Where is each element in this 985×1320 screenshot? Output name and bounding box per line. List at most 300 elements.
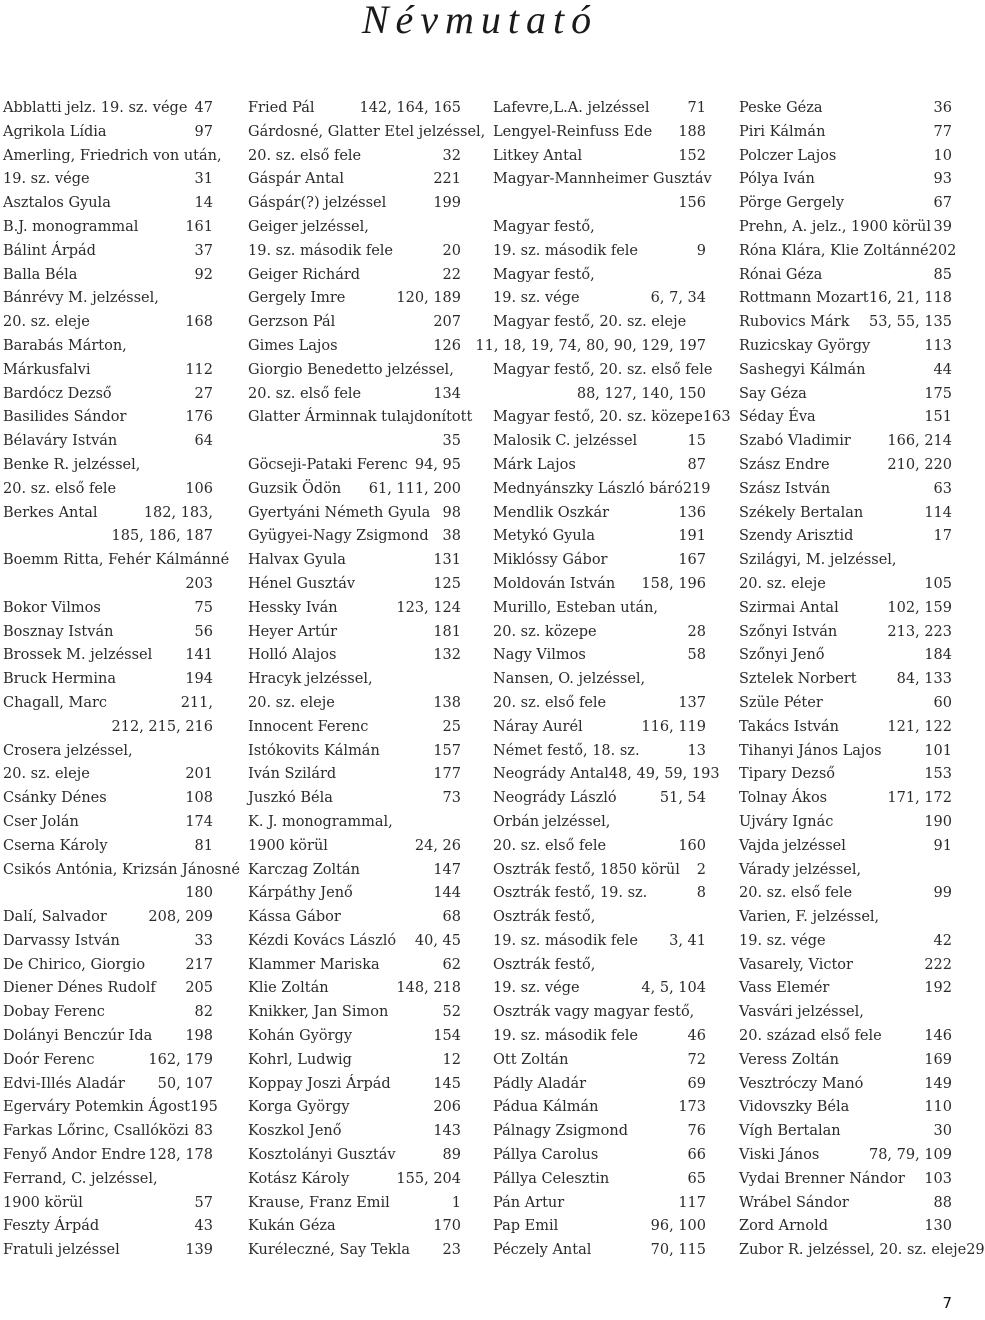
entry-name: Szőnyi Jenő: [739, 647, 825, 664]
entry-name: Cserna Károly: [3, 837, 108, 854]
entry-name: Dobay Ferenc: [3, 1004, 105, 1021]
index-entry: [248, 716, 461, 740]
entry-name: Kukán Géza: [248, 1218, 336, 1235]
entry-pages: 219: [682, 480, 711, 497]
entry-pages: 117: [678, 1194, 706, 1211]
index-entry: [248, 1001, 461, 1025]
index-entry: [739, 192, 952, 216]
index-entry: [739, 835, 952, 859]
entry-name: 19. sz. második fele: [493, 1028, 639, 1045]
index-entry: [493, 1168, 706, 1192]
entry-name: Csikós Antónia, Krizsán Jánosné: [3, 861, 240, 878]
entry-name: Náray Aurél: [493, 718, 583, 735]
index-entry: [248, 1025, 461, 1049]
entry-pages: 210, 220: [887, 456, 952, 473]
entry-name: Zubor R. jelzéssel, 20. sz. eleje: [739, 1242, 967, 1259]
entry-pages: 52: [442, 1004, 461, 1021]
index-entry: [739, 811, 952, 835]
entry-pages: 146: [924, 1028, 952, 1045]
entry-name: Rónai Géza: [739, 266, 823, 283]
index-entry: [493, 1120, 706, 1144]
entry-pages: 65: [687, 1170, 706, 1187]
index-entry: [493, 668, 706, 692]
entry-name: Hessky Iván: [248, 599, 338, 616]
entry-name: Magyar-Mannheimer Gusztáv: [493, 171, 712, 188]
index-column-1: [3, 97, 240, 1263]
entry-name: Sztelek Norbert: [739, 671, 857, 688]
entry-name: Pap Emil: [493, 1218, 559, 1235]
index-entry: [739, 264, 952, 288]
index-entry: [739, 1073, 952, 1097]
index-entry: [493, 192, 706, 216]
entry-name: Pádly Aladár: [493, 1075, 587, 1092]
entry-name: Geiger Richárd: [248, 266, 361, 283]
entry-name: Osztrák festő,: [493, 909, 596, 926]
index-entry: [739, 1144, 952, 1168]
index-entry: [739, 1215, 952, 1239]
entry-pages: 195: [190, 1099, 218, 1116]
entry-name: Kássa Gábor: [248, 909, 341, 926]
index-entry: [248, 1192, 461, 1216]
entry-pages: 158, 196: [641, 575, 706, 592]
entry-pages: 14: [194, 195, 213, 212]
entry-pages: 56: [194, 623, 213, 640]
index-entry: [248, 145, 461, 169]
index-entry: [248, 1049, 461, 1073]
index-entry: [739, 906, 952, 930]
index-entry: [3, 168, 213, 192]
entry-name: Bokor Vilmos: [3, 599, 101, 616]
entry-pages: 101: [924, 742, 952, 759]
index-entry: [248, 406, 473, 430]
index-entry: [739, 692, 952, 716]
entry-name: 19. sz. második fele: [493, 932, 639, 949]
index-entry: [3, 478, 213, 502]
entry-pages: 68: [442, 909, 461, 926]
entry-name: Fenyő Andor Endre: [3, 1147, 146, 1164]
entry-name: Magyar festő, 20. sz. első fele: [493, 361, 713, 378]
index-entry: [739, 1239, 985, 1263]
entry-pages: 188: [678, 123, 706, 140]
entry-pages: 168: [185, 314, 213, 331]
entry-name: 20. sz. első fele: [493, 837, 607, 854]
entry-pages: 112: [185, 361, 213, 378]
index-entry: [3, 1192, 213, 1216]
entry-name: Szőnyi István: [739, 623, 838, 640]
entry-name: Murillo, Esteban után,: [493, 599, 659, 616]
entry-name: Darvassy István: [3, 932, 120, 949]
entry-pages: 93: [933, 171, 952, 188]
entry-pages: 12: [442, 1051, 461, 1068]
entry-name: 20. sz. első fele: [248, 385, 362, 402]
index-entry: [248, 549, 461, 573]
entry-pages: 23: [442, 1242, 461, 1259]
entry-pages: 199: [433, 195, 461, 212]
index-entry: [493, 763, 720, 787]
entry-name: Edvi-Illés Aladár: [3, 1075, 125, 1092]
entry-name: Klie Zoltán: [248, 980, 329, 997]
index-entry: [739, 668, 952, 692]
entry-name: 20. sz. eleje: [3, 314, 90, 331]
entry-pages: 205: [185, 980, 213, 997]
index-entry: [493, 740, 706, 764]
index-entry: [248, 335, 461, 359]
entry-pages: 131: [433, 552, 461, 569]
index-entry: [248, 192, 461, 216]
entry-name: Pálnagy Zsigmond: [493, 1123, 628, 1140]
entry-pages: 17: [933, 528, 952, 545]
index-entry: [248, 525, 461, 549]
entry-name: Pállya Celesztin: [493, 1170, 610, 1187]
entry-pages: 132: [433, 647, 461, 664]
index-entry: [739, 216, 952, 240]
index-entry: [3, 668, 213, 692]
entry-name: Bálint Árpád: [3, 242, 96, 259]
entry-pages: 198: [185, 1028, 213, 1045]
index-entry: [493, 97, 706, 121]
entry-pages: 50, 107: [157, 1075, 213, 1092]
index-entry: [248, 954, 461, 978]
entry-pages: 16, 21, 118: [868, 290, 952, 307]
entry-name: Neogrády Antal: [493, 766, 609, 783]
entry-pages: 33: [194, 932, 213, 949]
entry-name: B.J. monogrammal: [3, 218, 139, 235]
entry-pages: 194: [185, 671, 213, 688]
index-entry: [3, 216, 213, 240]
entry-name: Gyertyáni Németh Gyula: [248, 504, 431, 521]
entry-name: Geiger jelzéssel,: [248, 218, 369, 235]
index-entry: [739, 1096, 952, 1120]
entry-name: Székely Bertalan: [739, 504, 864, 521]
index-entry: [493, 264, 706, 288]
entry-name: Rottmann Mozart: [739, 290, 869, 307]
entry-pages: 27: [194, 385, 213, 402]
entry-pages: 153: [924, 766, 952, 783]
entry-pages: 82: [194, 1004, 213, 1021]
entry-name: 20. sz. közepe: [493, 623, 597, 640]
entry-pages: 57: [194, 1194, 213, 1211]
index-entry: [248, 1239, 461, 1263]
index-entry: [3, 692, 213, 716]
entry-name: 20. sz. eleje: [3, 766, 90, 783]
entry-name: 20. sz. első fele: [3, 480, 117, 497]
index-entry: [3, 1073, 213, 1097]
entry-pages: 88, 127, 140, 150: [576, 385, 706, 402]
entry-name: Tolnay Ákos: [739, 790, 828, 807]
entry-name: Magyar festő,: [493, 266, 595, 283]
entry-name: Kuréleczné, Say Tekla: [248, 1242, 411, 1259]
index-entry: [3, 1144, 213, 1168]
entry-name: 20. sz. első fele: [739, 885, 853, 902]
index-entry: [248, 906, 461, 930]
entry-pages: 203: [185, 575, 213, 592]
index-entry: [248, 597, 461, 621]
entry-name: Farkas Lőrinc, Csallóközi: [3, 1123, 189, 1140]
entry-name: Pádua Kálmán: [493, 1099, 599, 1116]
entry-pages: 177: [433, 766, 461, 783]
entry-pages: 201: [185, 766, 213, 783]
index-entry: [739, 359, 952, 383]
entry-pages: 71: [687, 100, 706, 116]
index-entry: [248, 668, 461, 692]
entry-name: Mednyánszky László báró: [493, 480, 683, 497]
index-entry: [739, 1025, 952, 1049]
index-entry: [739, 383, 952, 407]
entry-pages: 138: [433, 694, 461, 711]
entry-name: Tipary Dezső: [739, 766, 835, 783]
index-entry: [3, 621, 213, 645]
index-entry: [248, 454, 461, 478]
entry-pages: 108: [185, 790, 213, 807]
entry-name: Göcseji-Pataki Ferenc: [248, 456, 408, 473]
index-entry: [493, 977, 706, 1001]
entry-name: 19. sz. vége: [3, 171, 90, 188]
entry-pages: 99: [933, 885, 952, 902]
entry-pages: 13: [687, 742, 706, 759]
index-entry: [3, 359, 213, 383]
index-entry: [739, 882, 952, 906]
index-entry: [493, 1073, 706, 1097]
index-entry: [248, 359, 461, 383]
entry-pages: 83: [194, 1123, 213, 1140]
entry-pages: 170: [433, 1218, 461, 1235]
entry-name: 1900 körül: [3, 1194, 83, 1211]
entry-pages: 173: [678, 1099, 706, 1116]
index-entry: [3, 454, 213, 478]
entry-pages: 1: [451, 1194, 461, 1211]
entry-name: Márk Lajos: [493, 456, 576, 473]
entry-pages: 30: [933, 1123, 952, 1140]
entry-name: Szendy Arisztid: [739, 528, 854, 545]
entry-name: Basilides Sándor: [3, 409, 127, 426]
entry-name: Gergely Imre: [248, 290, 346, 307]
index-entry: [739, 1168, 952, 1192]
entry-name: Dolányi Benczúr Ida: [3, 1028, 153, 1045]
entry-name: Ott Zoltán: [493, 1051, 569, 1068]
index-entry: [739, 954, 952, 978]
entry-name: Ferrand, C. jelzéssel,: [3, 1170, 158, 1187]
entry-name: Magyar festő, 20. sz. eleje: [493, 314, 687, 331]
entry-pages: 156: [678, 195, 706, 212]
index-entry: [248, 930, 461, 954]
entry-pages: 160: [678, 837, 706, 854]
entry-pages: 53, 55, 135: [868, 314, 952, 331]
index-entry: [3, 859, 240, 883]
index-entry: [3, 930, 213, 954]
entry-name: Fratuli jelzéssel: [3, 1242, 120, 1259]
entry-pages: 130: [924, 1218, 952, 1235]
index-entry: [493, 835, 706, 859]
index-entry: [248, 740, 461, 764]
entry-name: Vesztróczy Manó: [739, 1075, 864, 1092]
index-entry: [248, 430, 461, 454]
index-entry: [493, 1239, 706, 1263]
index-entry: [493, 406, 731, 430]
entry-pages: 116, 119: [641, 718, 706, 735]
entry-name: Magyar festő,: [493, 218, 595, 235]
entry-name: Heyer Artúr: [248, 623, 338, 640]
index-entry: [493, 502, 706, 526]
index-entry: [3, 121, 213, 145]
index-entry: [493, 882, 706, 906]
entry-name: Egerváry Potemkin Ágost: [3, 1099, 191, 1116]
entry-pages: 202: [928, 242, 957, 259]
entry-name: 19. sz. vége: [493, 980, 580, 997]
index-entry: [493, 692, 706, 716]
entry-name: Várady jelzéssel,: [739, 861, 862, 878]
index-entry: [3, 311, 213, 335]
entry-name: Gyügyei-Nagy Zsigmond: [248, 528, 429, 545]
index-entry: [3, 644, 213, 668]
entry-name: 19. sz. vége: [493, 290, 580, 307]
entry-name: Doór Ferenc: [3, 1051, 95, 1068]
entry-name: Varien, F. jelzéssel,: [739, 909, 880, 926]
index-entry: [3, 1239, 213, 1263]
index-entry: [3, 525, 213, 549]
entry-pages: 114: [924, 504, 952, 521]
index-entry: [739, 311, 952, 335]
entry-name: Cser Jolán: [3, 813, 79, 830]
entry-name: Hracyk jelzéssel,: [248, 671, 373, 688]
index-entry: [493, 1001, 706, 1025]
index-entry: [739, 145, 952, 169]
entry-name: Korga György: [248, 1099, 350, 1116]
entry-pages: 137: [678, 694, 706, 711]
index-entry: [493, 216, 706, 240]
index-entry: [248, 311, 461, 335]
entry-name: Kohrl, Ludwig: [248, 1051, 352, 1068]
entry-pages: 136: [678, 504, 706, 521]
entry-pages: 167: [678, 552, 706, 569]
entry-pages: 64: [194, 433, 213, 450]
entry-name: Vass Elemér: [739, 980, 830, 997]
entry-name: Karczag Zoltán: [248, 861, 360, 878]
index-entry: [3, 597, 213, 621]
index-entry: [493, 787, 706, 811]
entry-pages: 69: [687, 1075, 706, 1092]
entry-name: Róna Klára, Klie Zoltánné: [739, 242, 929, 259]
entry-pages: 110: [924, 1099, 952, 1116]
index-entry: [493, 287, 706, 311]
entry-pages: 48, 49, 59, 193: [608, 766, 720, 783]
entry-name: Német festő, 18. sz.: [493, 742, 640, 759]
entry-name: Benke R. jelzéssel,: [3, 456, 141, 473]
index-entry: [493, 121, 706, 145]
index-entry: [739, 406, 952, 430]
index-entry: [248, 811, 461, 835]
index-entry: [493, 716, 706, 740]
index-entry: [739, 168, 952, 192]
entry-name: Peske Géza: [739, 100, 823, 116]
entry-name: 20. sz. első fele: [493, 694, 607, 711]
entry-pages: 151: [924, 409, 952, 426]
entry-name: 20. század első fele: [739, 1028, 882, 1045]
entry-name: Innocent Ferenc: [248, 718, 369, 735]
entry-name: Osztrák festő,: [493, 956, 596, 973]
index-entry: [248, 644, 461, 668]
index-entry: [3, 1049, 213, 1073]
entry-name: Amerling, Friedrich von után,: [3, 147, 222, 164]
entry-name: Gerzson Pál: [248, 314, 336, 331]
entry-name: Asztalos Gyula: [3, 195, 111, 212]
entry-pages: 152: [678, 147, 706, 164]
entry-name: Nagy Vilmos: [493, 647, 586, 664]
entry-name: Mendlik Oszkár: [493, 504, 610, 521]
index-entry: [493, 1215, 706, 1239]
entry-name: Piri Kálmán: [739, 123, 826, 140]
entry-pages: 92: [194, 266, 213, 283]
entry-name: Berkes Antal: [3, 504, 98, 521]
entry-pages: 184: [924, 647, 952, 664]
entry-pages: 185, 186, 187: [111, 528, 213, 545]
index-entry: [248, 859, 461, 883]
index-entry: [739, 121, 952, 145]
index-entry: [248, 787, 461, 811]
entry-pages: 24, 26: [414, 837, 461, 854]
index-entry: [493, 525, 706, 549]
index-entry: [3, 383, 213, 407]
entry-name: Feszty Árpád: [3, 1218, 100, 1235]
index-entry: [3, 1025, 213, 1049]
index-entry: [739, 97, 952, 121]
entry-name: Vasarely, Victor: [739, 956, 853, 973]
entry-pages: 2: [696, 861, 706, 878]
entry-pages: 78, 79, 109: [868, 1147, 952, 1164]
entry-pages: 142, 164, 165: [359, 100, 461, 116]
entry-pages: 162, 179: [148, 1051, 213, 1068]
entry-name: Nansen, O. jelzéssel,: [493, 671, 646, 688]
entry-pages: 91: [933, 837, 952, 854]
entry-pages: 155, 204: [396, 1170, 461, 1187]
index-entry: [493, 454, 706, 478]
entry-name: Kosztolányi Gusztáv: [248, 1147, 396, 1164]
entry-name: Bélaváry István: [3, 433, 118, 450]
index-entry: [739, 1049, 952, 1073]
index-entry: [248, 1215, 461, 1239]
index-entry: [248, 692, 461, 716]
index-entry: [3, 502, 213, 526]
entry-pages: 181: [433, 623, 461, 640]
entry-pages: 148, 218: [396, 980, 461, 997]
index-entry: [739, 930, 952, 954]
index-entry: [739, 644, 952, 668]
entry-name: Barabás Márton,: [3, 337, 127, 354]
index-entry: [493, 1025, 706, 1049]
entry-pages: 25: [442, 718, 461, 735]
entry-pages: 10: [933, 147, 952, 164]
index-entry: [739, 549, 952, 573]
entry-name: Pán Artur: [493, 1194, 565, 1211]
entry-pages: 32: [442, 147, 461, 164]
index-entry: [3, 740, 213, 764]
index-entry: [493, 573, 706, 597]
index-entry: [3, 1001, 213, 1025]
entry-name: Sashegyi Kálmán: [739, 361, 866, 378]
entry-name: Kézdi Kovács László: [248, 932, 397, 949]
entry-pages: 169: [924, 1051, 952, 1068]
index-entry: [739, 478, 952, 502]
entry-name: Pörge Gergely: [739, 195, 845, 212]
index-entry: [739, 430, 952, 454]
entry-name: Szabó Vladimir: [739, 433, 851, 450]
index-entry: [493, 383, 706, 407]
entry-name: Lengyel-Reinfuss Ede: [493, 123, 653, 140]
entry-name: Litkey Antal: [493, 147, 583, 164]
entry-name: Kotász Károly: [248, 1170, 350, 1187]
entry-name: Séday Éva: [739, 409, 816, 426]
entry-pages: 44: [933, 361, 952, 378]
entry-name: Neogrády László: [493, 790, 617, 807]
